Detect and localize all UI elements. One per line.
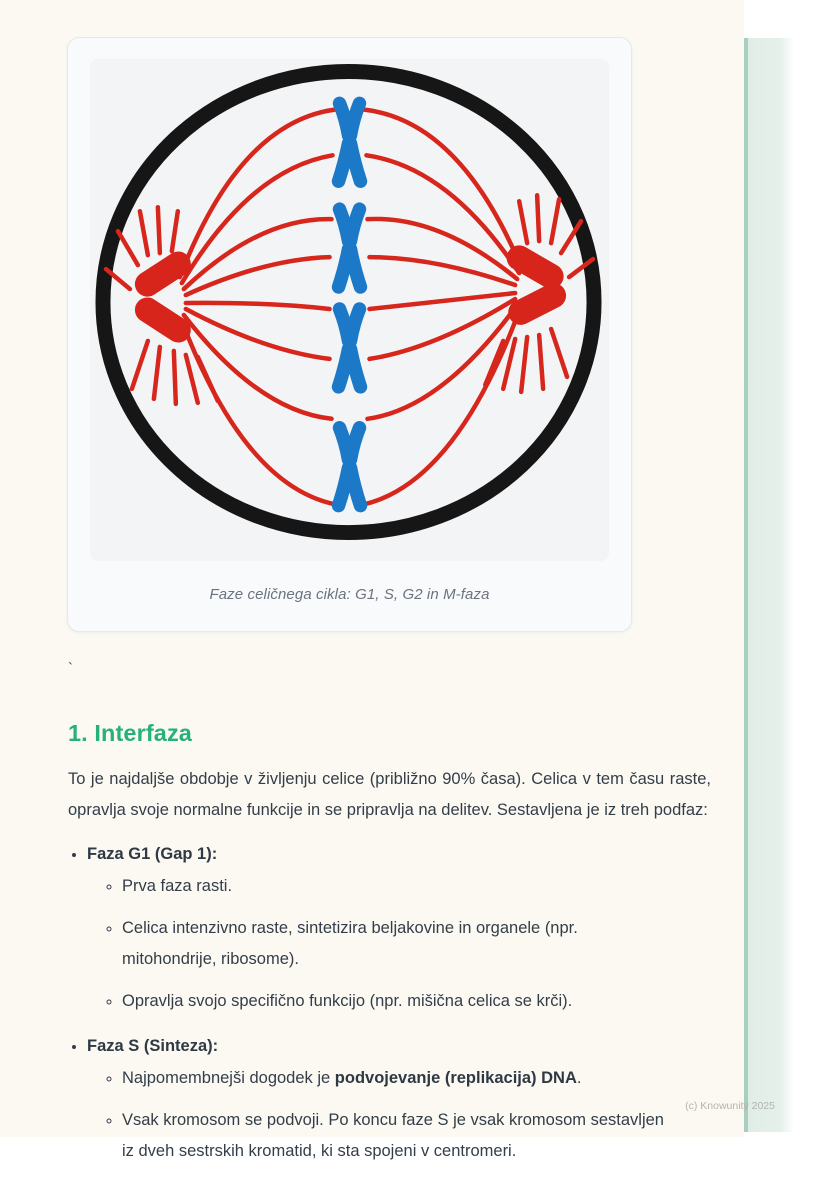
phase-list: [68, 839, 711, 1167]
chromosome-2: [339, 209, 361, 287]
intro-paragraph: To je najdaljše obdobje v življenju celice (približno 90% časa). Celica v tem času raste, opravlja svoje normalne funkcije in se pripravlja na delitev. Sestavljena je iz treh podfaz:: [68, 770, 711, 819]
figure-caption: Faze celičnega cikla: G1, S, G2 in M-faza: [209, 586, 490, 603]
list-item-text: Vsak kromosom se podvoji. Po koncu faze S je vsak kromosom sestavljen iz dveh sestrskih kromatid, ki sta spojeni v centromeri.: [122, 1111, 664, 1160]
list-item: [122, 913, 672, 975]
list-item-text: Prva faza rasti.: [122, 877, 233, 895]
list-item: [122, 871, 672, 902]
stray-backtick: `: [68, 660, 73, 677]
list-item: [122, 986, 672, 1017]
list-item-faza-g1: [87, 839, 711, 1017]
list-item-bold-text: podvojevanje (replikacija) DNA: [334, 1069, 577, 1087]
list-item-text: Celica intenzivno raste, sintetizira beljakovine in organele (npr. mitohondrije, ribosome).: [122, 919, 578, 968]
list-item-text: Opravlja svojo specifično funkcijo (npr. mišična celica se krči).: [122, 992, 573, 1010]
sub-list-g1: [87, 871, 711, 1017]
list-item-text: Najpomembnejši dogodek je: [122, 1069, 335, 1087]
chromosome-1: [339, 103, 361, 181]
chromosome-4: [339, 428, 361, 506]
list-item-text: .: [576, 1069, 582, 1087]
list-item: [122, 1105, 672, 1167]
sub-list-s: [87, 1063, 711, 1167]
figure-card: [67, 37, 632, 632]
right-accent-bar: [744, 38, 794, 1132]
section-heading: 1. Interfaza: [68, 720, 192, 746]
phase-title: Faza S (Sinteza):: [87, 1037, 219, 1055]
list-item: [122, 1063, 672, 1094]
mitotic-spindle-illustration: [90, 59, 609, 561]
chromosomes: [339, 103, 361, 505]
document-body: [68, 658, 711, 1181]
list-item-faza-s: [87, 1031, 711, 1167]
phase-title: Faza G1 (Gap 1):: [87, 845, 218, 863]
copyright-watermark: (c) Knowunity 2025: [685, 1100, 775, 1112]
chromosome-3: [339, 309, 361, 387]
